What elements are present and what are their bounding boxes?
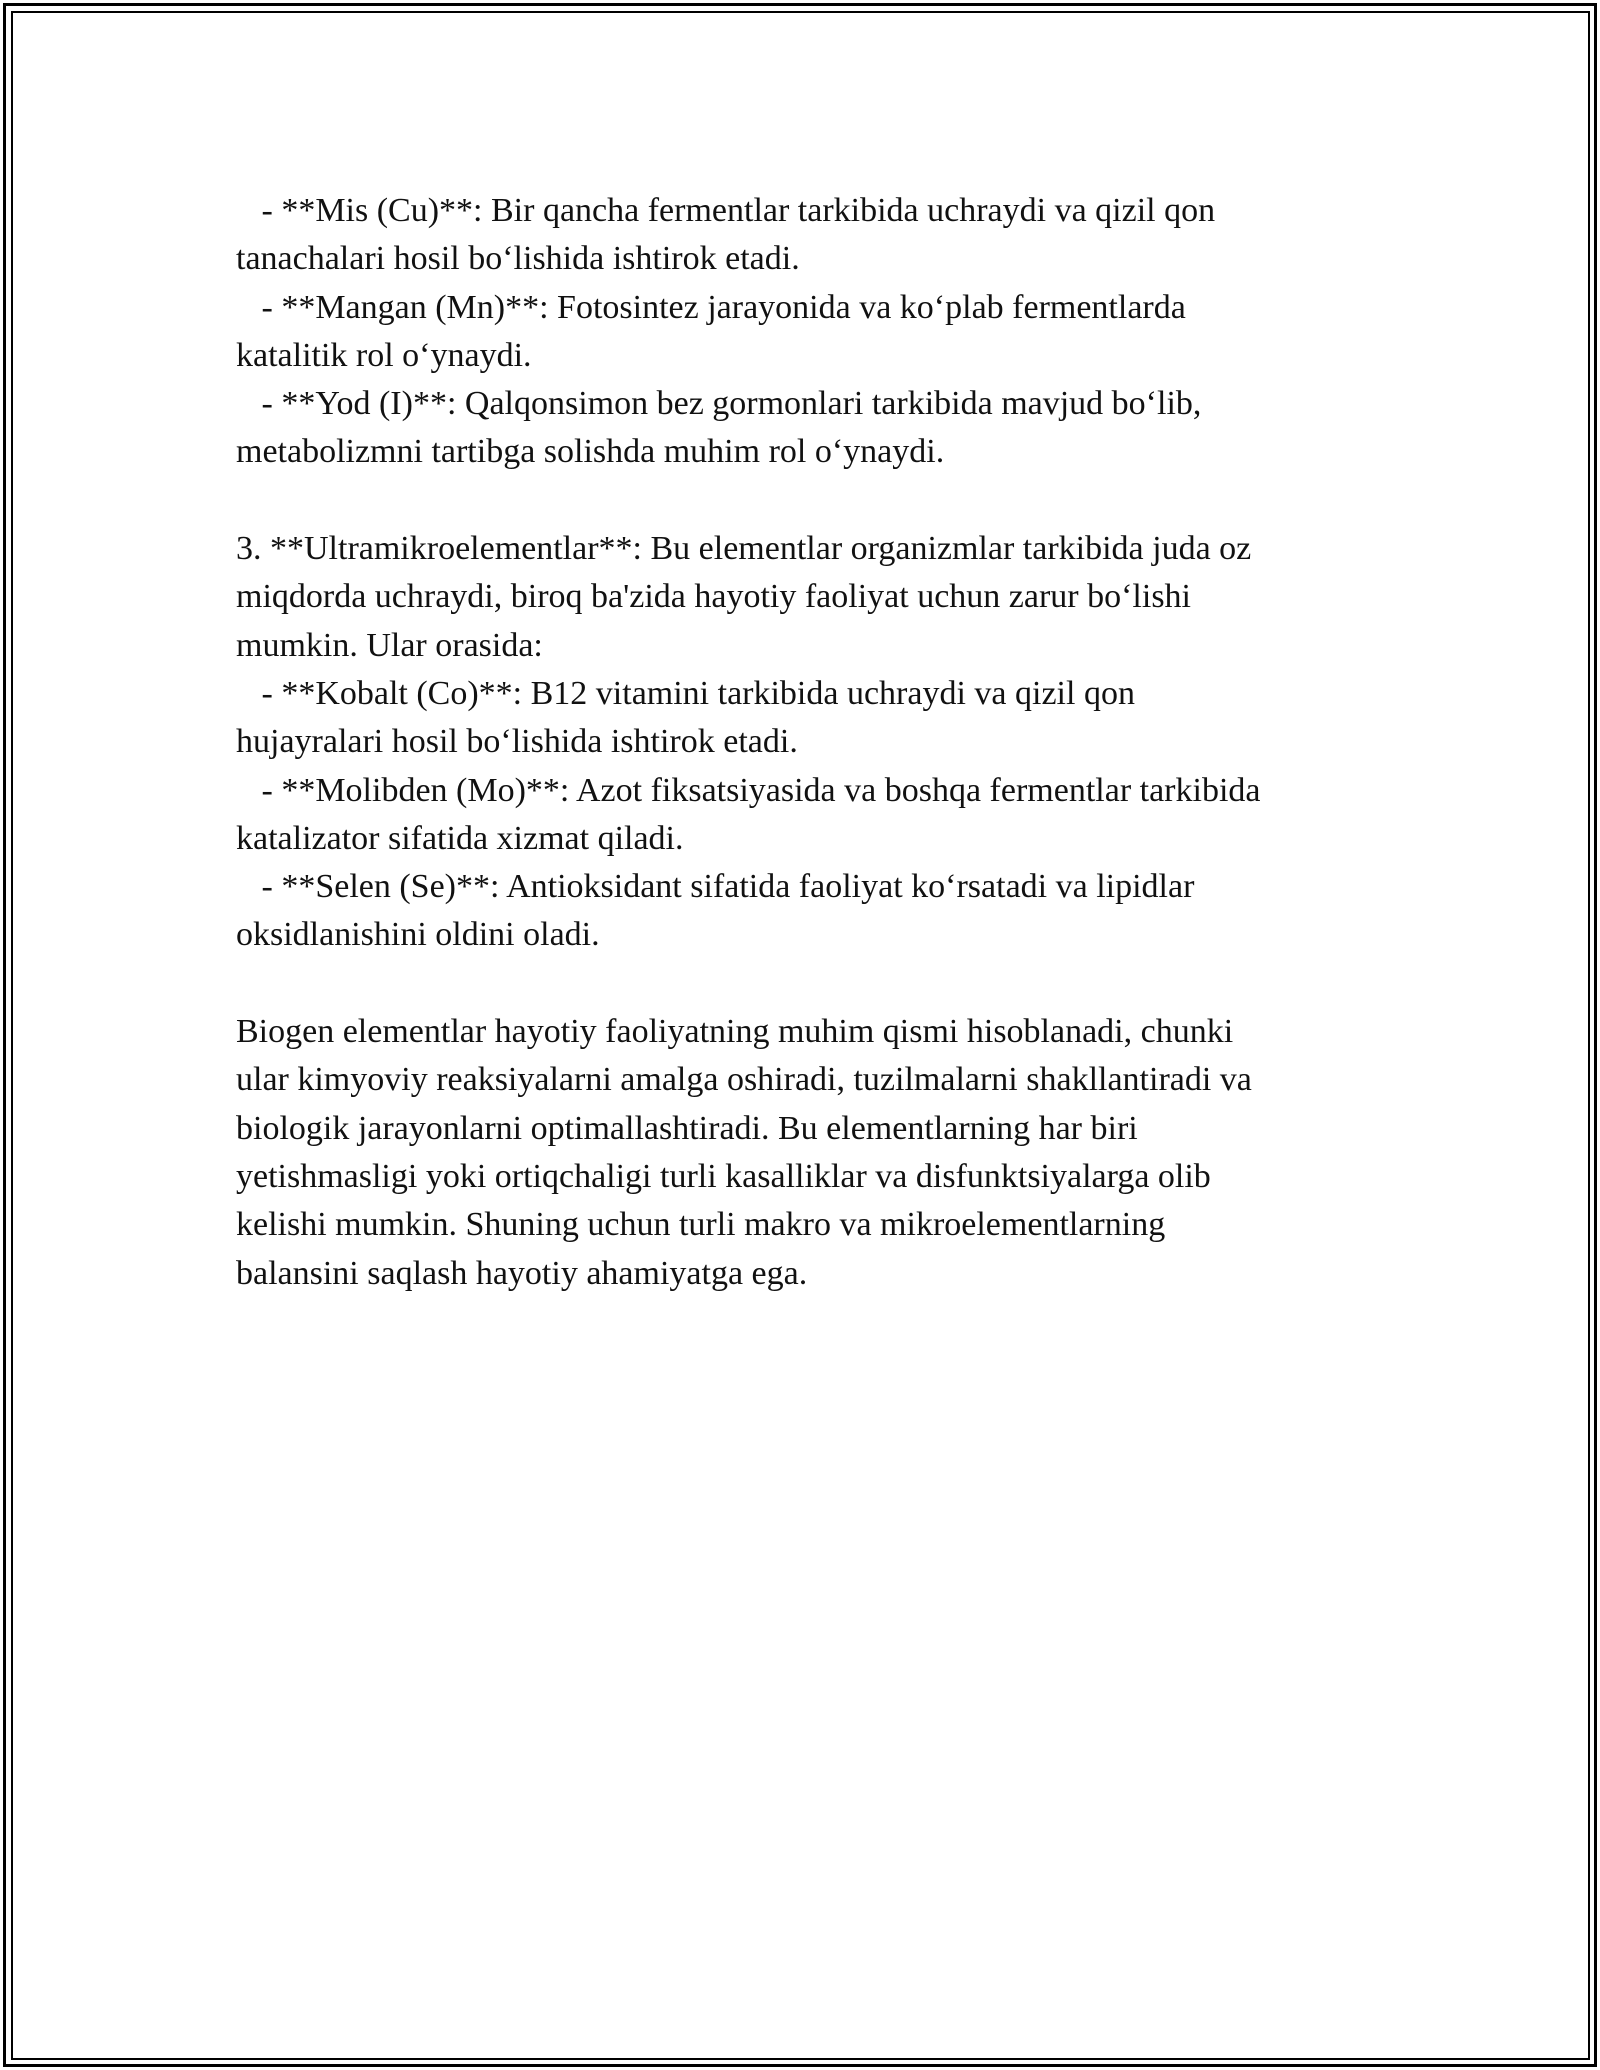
text-line: oksidlanishini oldini oladi. xyxy=(236,916,600,954)
text-line: metabolizmni tartibga solishda muhim rol o‘ynaydi. xyxy=(236,433,945,471)
text-line: katalizator sifatida xizmat qiladi. xyxy=(236,819,684,857)
text-line: miqdorda uchraydi, biroq ba'zida hayotiy faoliyat uchun zarur bo‘lishi xyxy=(236,578,1192,616)
text-line: katalitik rol o‘ynaydi. xyxy=(236,336,532,374)
text-line: - **Yod (I)**: Qalqonsimon bez gormonlari tarkibida mavjud bo‘lib, xyxy=(236,385,1202,423)
document-body xyxy=(236,187,1376,1298)
text-line: Biogen elementlar hayotiy faoliyatning muhim qismi hisoblanadi, chunki xyxy=(236,1013,1234,1051)
text-line: kelishi mumkin. Shuning uchun turli makro va mikroelementlarning xyxy=(236,1206,1166,1244)
text-line: hujayralari hosil bo‘lishida ishtirok etadi. xyxy=(236,723,798,761)
text-line: biologik jarayonlarni optimallashtiradi. Bu elementlarning har biri xyxy=(236,1109,1138,1147)
paragraph-spacer xyxy=(236,477,1376,525)
text-line: yetishmasligi yoki ortiqchaligi turli kasalliklar va disfunktsiyalarga olib xyxy=(236,1157,1211,1195)
text-line: ular kimyoviy reaksiyalarni amalga oshiradi, tuzilmalarni shakllantiradi va xyxy=(236,1061,1252,1099)
text-line: tanachalari hosil bo‘lishida ishtirok etadi. xyxy=(236,240,800,278)
text-line: - **Selen (Se)**: Antioksidant sifatida faoliyat ko‘rsatadi va lipidlar xyxy=(236,868,1195,906)
text-line: 3. **Ultramikroelementlar**: Bu elementlar organizmlar tarkibida juda oz xyxy=(236,530,1252,568)
text-line: balansini saqlash hayotiy ahamiyatga ega. xyxy=(236,1254,808,1292)
paragraph-spacer xyxy=(236,960,1376,1008)
text-line: - **Kobalt (Co)**: B12 vitamini tarkibida uchraydi va qizil qon xyxy=(236,674,1135,712)
text-line: mumkin. Ular orasida: xyxy=(236,626,543,664)
text-line: - **Mis (Cu)**: Bir qancha fermentlar tarkibida uchraydi va qizil qon xyxy=(236,192,1216,229)
text-line: - **Molibden (Mo)**: Azot fiksatsiyasida va boshqa fermentlar tarkibida xyxy=(236,771,1261,809)
text-line: - **Mangan (Mn)**: Fotosintez jarayonida va ko‘plab fermentlarda xyxy=(236,288,1186,326)
